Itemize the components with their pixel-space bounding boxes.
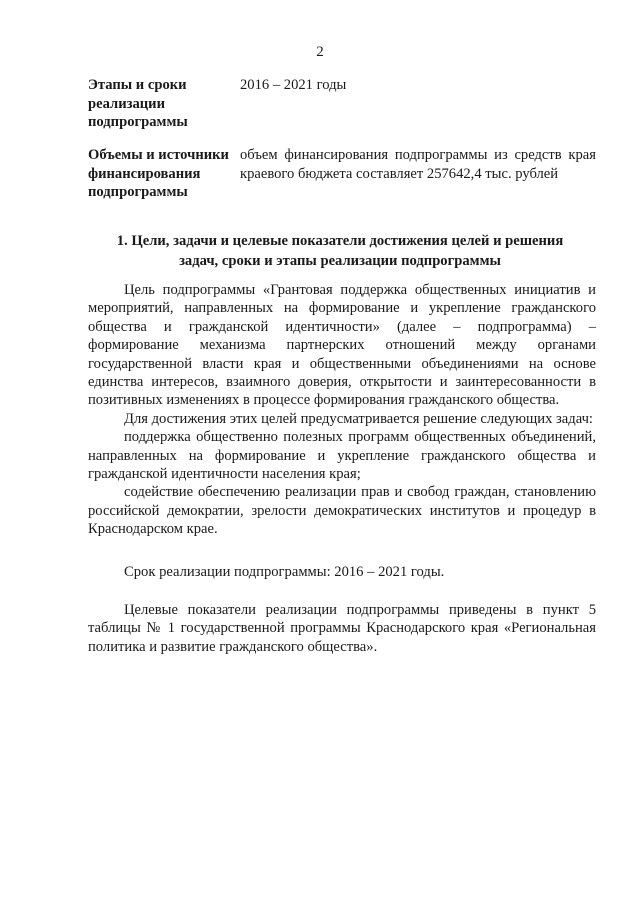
paragraph-goal: Цель подпрограммы «Грантовая поддержка общественных инициатив и мероприятий, направленных на формирование и укрепление гражданского общества и гражданской идентичности» (далее – подпрограмма) – формирование механизма партнерских отношений между органами государственной власти края и общественными объединениями на основе единства интересов, взаимного доверия, открытости и заинтересованности в позитивных изменениях в процессе формирования гражданского общества. [88, 282, 596, 409]
passport-row-financing [88, 146, 596, 202]
paragraph-period: Срок реализации подпрограммы: 2016 – 2021 годы. [124, 564, 445, 580]
passport-row-stages [88, 76, 596, 132]
paragraph-tasks-intro: Для достижения этих целей предусматривается решение следующих задач: [124, 410, 593, 427]
section-heading: 1. Цели, задачи и целевые показатели достижения целей и решения задач, сроки и этапы реализации подпрограммы [116, 233, 564, 269]
paragraph-indicators: Целевые показатели реализации подпрограммы приведены в пункт 5 таблицы № 1 государственной программы Краснодарского края «Региональная политика и развитие гражданского общества». [88, 602, 596, 655]
period-block [88, 563, 596, 581]
indicators-block [88, 601, 596, 656]
paragraph-task-1: поддержка общественно полезных программ общественных объединений, направленных на формирование и укрепление гражданского общества и гражданской идентичности населения края; [88, 429, 596, 483]
page-number: 2 [316, 44, 324, 60]
passport-label-stages: Этапы и сроки реализации подпрограммы [88, 77, 188, 130]
passport-label-financing: Объемы и источники финансирования подпрограммы [88, 147, 229, 200]
passport-value-stages: 2016 – 2021 годы [240, 77, 347, 93]
goals-block [88, 281, 596, 539]
passport-value-financing: объем финансирования подпрограммы из средств края краевого бюджета составляет 257642,4 тыс. рублей [240, 147, 596, 182]
paragraph-task-2: содействие обеспечению реализации прав и свобод граждан, становлению российской демократии, зрелости демократических институтов и процедур в Краснодарском крае. [88, 484, 596, 538]
